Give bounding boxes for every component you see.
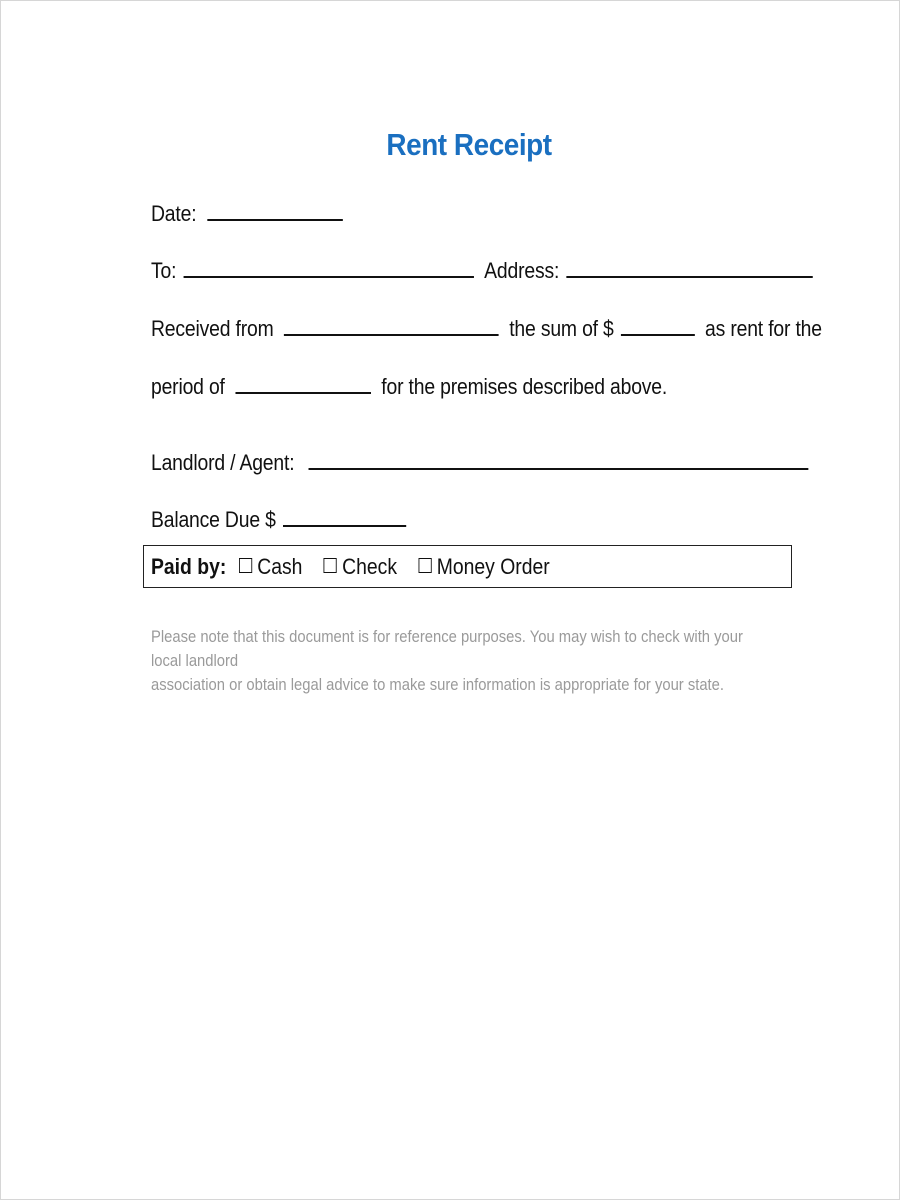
received-from-label: Received from: [151, 316, 274, 341]
payment-option-label: Money Order: [436, 554, 550, 579]
date-field[interactable]: [207, 199, 343, 221]
paid-by-row: [151, 554, 566, 580]
period-row: [151, 372, 667, 400]
sum-field[interactable]: [621, 314, 695, 336]
disclaimer-line: Please note that this document is for reference purposes. You may wish to check with your local landlord: [151, 627, 743, 670]
disclaimer-note: [151, 625, 760, 697]
date-label: Date:: [151, 201, 197, 226]
address-field[interactable]: [566, 256, 812, 278]
payment-option-money-order[interactable]: [418, 554, 549, 580]
to-address-row: [151, 256, 813, 284]
date-row: [151, 199, 342, 227]
balance-label: Balance Due $: [151, 507, 276, 532]
address-label: Address:: [484, 258, 560, 283]
balance-field[interactable]: [283, 505, 406, 527]
rent-label: as rent for the: [705, 316, 822, 341]
paid-by-box: [143, 545, 792, 588]
checkbox-icon[interactable]: [324, 558, 337, 573]
landlord-signature-field[interactable]: [308, 448, 808, 470]
to-field[interactable]: [183, 256, 473, 278]
document-title: Rent Receipt: [386, 127, 552, 162]
sum-label: the sum of $: [509, 316, 614, 341]
balance-row: [151, 505, 406, 533]
payment-option-cash[interactable]: [239, 554, 303, 580]
landlord-label: Landlord / Agent:: [151, 450, 295, 475]
landlord-row: [151, 448, 808, 476]
received-row: [151, 314, 822, 342]
disclaimer-line: association or obtain legal advice to make sure information is appropriate for your state.: [151, 675, 725, 694]
payment-option-check[interactable]: [324, 554, 397, 580]
period-field[interactable]: [235, 372, 371, 394]
paid-by-label: Paid by:: [151, 554, 227, 579]
checkbox-icon[interactable]: [418, 558, 431, 573]
received-from-field[interactable]: [284, 314, 499, 336]
payment-option-label: Check: [342, 554, 398, 579]
premises-label: for the premises described above.: [381, 374, 668, 399]
payment-option-label: Cash: [257, 554, 303, 579]
to-label: To:: [151, 258, 177, 283]
period-label: period of: [151, 374, 225, 399]
checkbox-icon[interactable]: [239, 558, 252, 573]
